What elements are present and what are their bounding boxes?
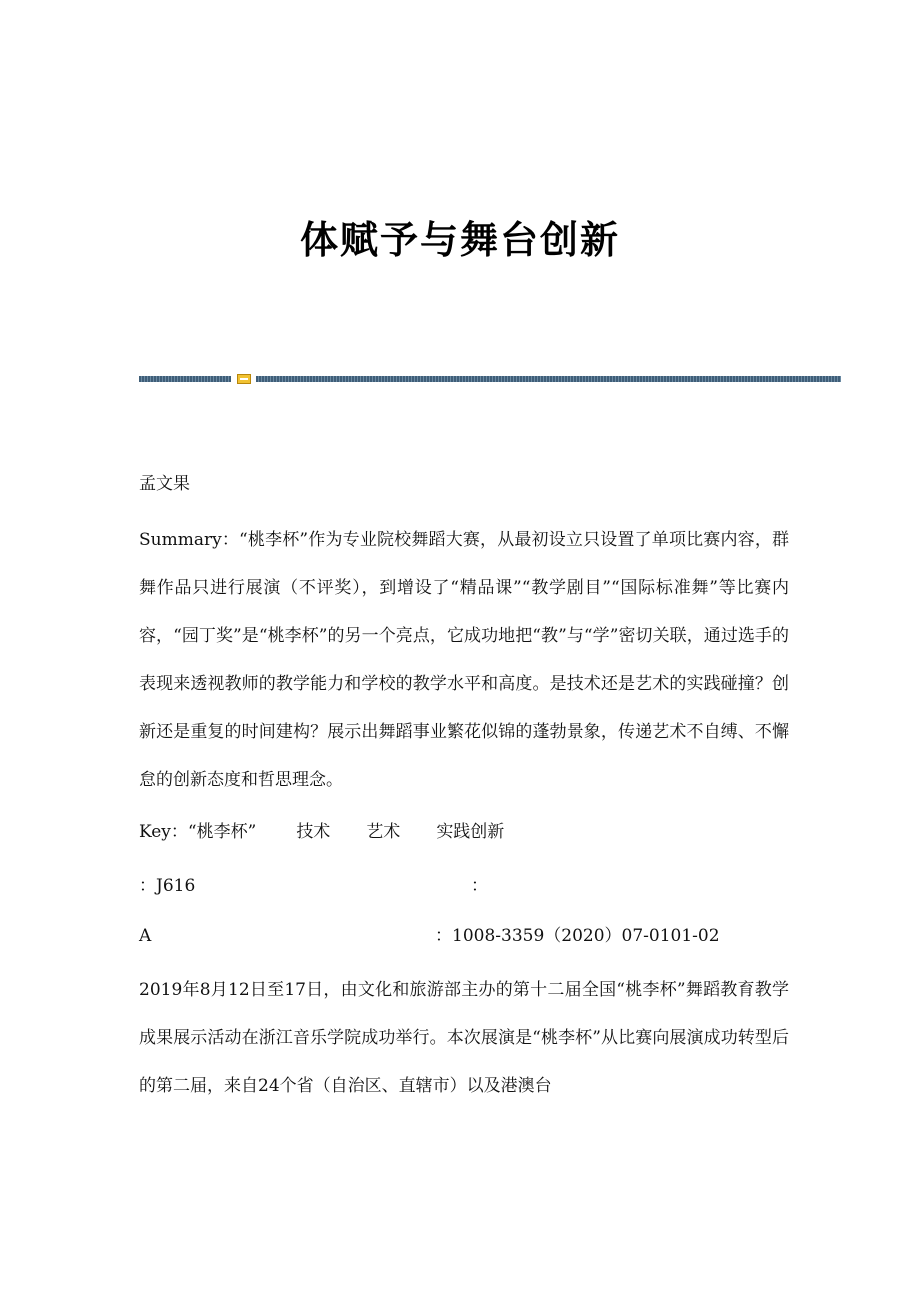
article-id: ：1008-3359（2020）07-0101-02 [435, 926, 720, 946]
document-type: A [139, 926, 152, 946]
keyword-item: 实践创新 [436, 822, 505, 842]
document-title: 体赋予与舞台创新 [299, 218, 620, 262]
keywords-label: Key： [139, 822, 188, 842]
divider-bar-right [256, 376, 841, 382]
summary-paragraph: Summary：“桃李杯”作为专业院校舞蹈大赛，从最初设立只设置了单项比赛内容，群舞作品只进行展演（不评奖），到增设了“精品课”“教学剧目”“国际标准舞”等比赛内容，“园丁奖”是“桃李杯”的另一个亮点，它成功地把“教”与“学”密切关联，通过选手的表现来透视教师的教学能力和学校的教学水平和高度。是技术还是艺术的实践碰撞？创新还是重复的时间建构？展示出舞蹈事业繁花似锦的蓬勃景象，传递艺术不自缚、不懈怠的创新态度和哲思理念。 [139, 530, 789, 790]
doc-type-row [139, 914, 789, 964]
classification-row [139, 864, 789, 914]
keyword-item: 艺术 [366, 822, 401, 842]
keyword-item: “桃李杯” [187, 822, 257, 842]
divider-emblem-icon [237, 374, 251, 384]
author-name: 孟文果 [139, 474, 190, 494]
body-paragraph: 2019年8月12日至17日，由文化和旅游部主办的第十二届全国“桃李杯”舞蹈教育教学成果展示活动在浙江音乐学院成功举行。本次展演是“桃李杯”从比赛向展演成功转型后的第二届，来自24个省（自治区、直辖市）以及港澳台 [139, 980, 789, 1096]
document-code-label: ： [471, 876, 488, 896]
title-divider [139, 374, 841, 384]
divider-bar-left [139, 376, 231, 382]
keyword-item: 技术 [296, 822, 331, 842]
keywords-row [139, 810, 789, 854]
clc-number: ：J616 [139, 876, 196, 896]
document-body [139, 462, 789, 1110]
